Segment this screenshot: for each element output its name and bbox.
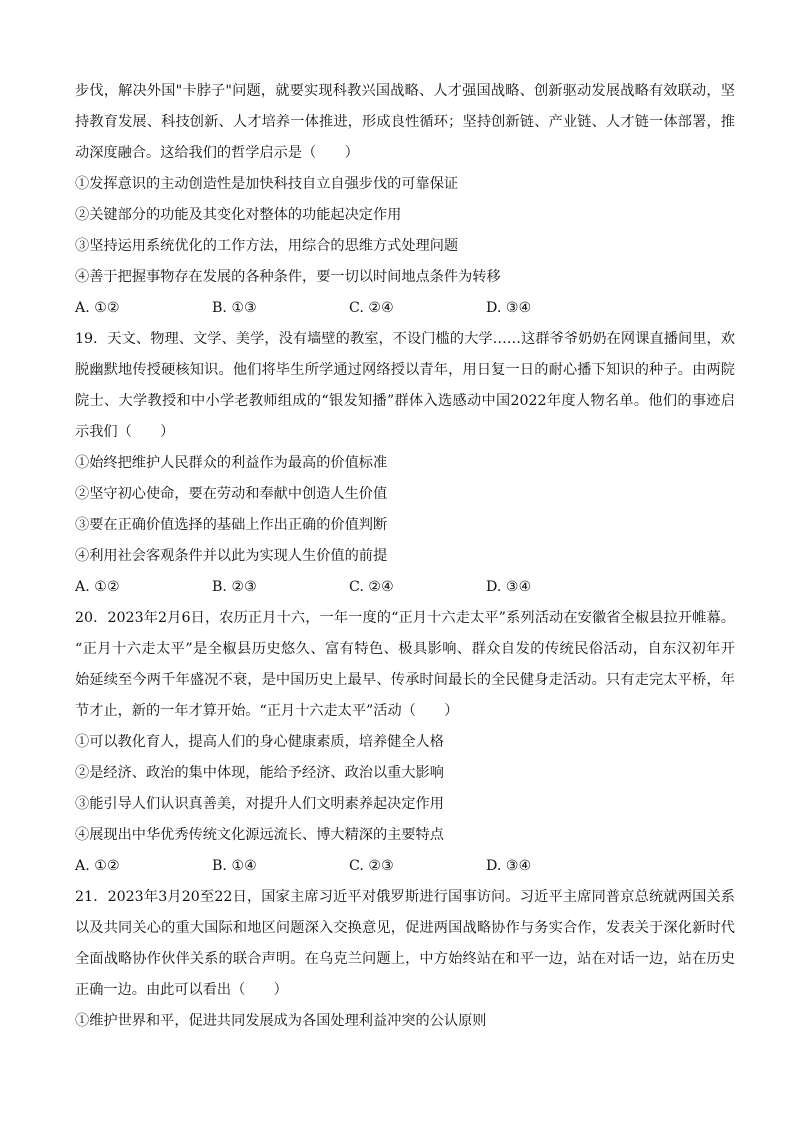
question-stem-line: 示我们（ ）: [75, 424, 175, 440]
option-b: B. ②③: [212, 579, 257, 595]
question-stem-line: 脱幽默地传授硬核知识。他们将毕生所学通过网络授以青年，用日复一日的耐心播下知识的种子。由两院: [75, 362, 735, 378]
question-21: [75, 882, 735, 1037]
option-d: D. ③④: [486, 858, 532, 874]
statement-1: ①维护世界和平，促进共同发展成为各国处理利益冲突的公认原则: [75, 1013, 487, 1029]
option-a: A. ①②: [75, 300, 120, 316]
question-19: [75, 324, 735, 603]
question-stem-line: 19．天文、物理、文学、美学，没有墙壁的教室，不设门槛的大学……这群爷爷奶奶在网课直播间里，欢: [75, 331, 735, 347]
statement-2: ②是经济、政治的集中体现，能给予经济、政治以重大影响: [75, 765, 444, 781]
option-c: C. ②④: [349, 579, 394, 595]
statement-4: ④利用社会客观条件并以此为实现人生价值的前提: [75, 548, 388, 564]
question-stem-line: “正月十六走太平”是全椒县历史悠久、富有特色、极具影响、群众自发的传统民俗活动，自东汉初年开: [75, 641, 735, 657]
question-stem-line: 持教育发展、科技创新、人才培养一体推进，形成良性循环；坚持创新链、产业链、人才链一体部署，推: [75, 114, 735, 130]
option-d: D. ③④: [486, 300, 532, 316]
option-c: C. ②④: [349, 300, 394, 316]
option-d: D. ③④: [486, 579, 532, 595]
statement-1: ①可以教化育人，提高人们的身心健康素质，培养健全人格: [75, 734, 444, 750]
question-stem-line: 以及共同关心的重大国际和地区问题深入交换意见，促进两国战略协作与务实合作，发表关于深化新时代: [75, 920, 735, 936]
page-content: [75, 76, 735, 1037]
statement-1: ①发挥意识的主动创造性是加快科技自立自强步伐的可靠保证: [75, 176, 459, 192]
question-stem-line: 21．2023年3月20至22日，国家主席习近平对俄罗斯进行国事访问。习近平主席同普京总统就两国关系: [75, 889, 735, 905]
question-20: [75, 603, 735, 882]
option-a: A. ①②: [75, 858, 120, 874]
statement-3: ③坚持运用系统优化的工作方法，用综合的思维方式处理问题: [75, 238, 459, 254]
statement-4: ④展现出中华优秀传统文化源远流长、博大精深的主要特点: [75, 827, 444, 843]
answer-options: [75, 293, 735, 324]
answer-options: [75, 572, 735, 603]
option-b: B. ①④: [212, 858, 257, 874]
statement-2: ②坚守初心使命，要在劳动和奉献中创造人生价值: [75, 486, 388, 502]
statement-4: ④善于把握事物存在发展的各种条件，要一切以时间地点条件为转移: [75, 269, 501, 285]
statement-1: ①始终把维护人民群众的利益作为最高的价值标准: [75, 455, 388, 471]
option-a: A. ①②: [75, 579, 120, 595]
question-stem-line: 院士、大学教授和中小学老教师组成的“银发知播”群体入选感动中国2022年度人物名单。他们的事迹启: [75, 393, 735, 409]
question-stem-line: 始延续至今两千年盛况不衰，是中国历史上最早、传承时间最长的全民健身走活动。只有走完太平桥，年: [75, 672, 735, 688]
option-b: B. ①③: [212, 300, 257, 316]
answer-options: [75, 851, 735, 882]
option-c: C. ②③: [349, 858, 394, 874]
statement-3: ③能引导人们认识真善美，对提升人们文明素养起决定作用: [75, 796, 444, 812]
question-stem-line: 全面战略协作伙伴关系的联合声明。在乌克兰问题上，中方始终站在和平一边，站在对话一边，站在历史: [75, 951, 735, 967]
question-stem-line: 动深度融合。这给我们的哲学启示是（ ）: [75, 145, 359, 161]
question-stem-line: 正确一边。由此可以看出（ ）: [75, 982, 288, 998]
question-stem-line: 节才止，新的一年才算开始。“正月十六走太平”活动（ ）: [75, 703, 459, 719]
statement-2: ②关键部分的功能及其变化对整体的功能起决定作用: [75, 207, 402, 223]
question-18: [75, 76, 735, 324]
question-stem-line: 步伐，解决外国"卡脖子"问题，就要实现科教兴国战略、人才强国战略、创新驱动发展战略有效联动，坚: [75, 83, 735, 99]
question-stem-line: 20．2023年2月6日，农历正月十六，一年一度的“正月十六走太平”系列活动在安徽省全椒县拉开帷幕。: [75, 610, 735, 626]
statement-3: ③要在正确价值选择的基础上作出正确的价值判断: [75, 517, 388, 533]
